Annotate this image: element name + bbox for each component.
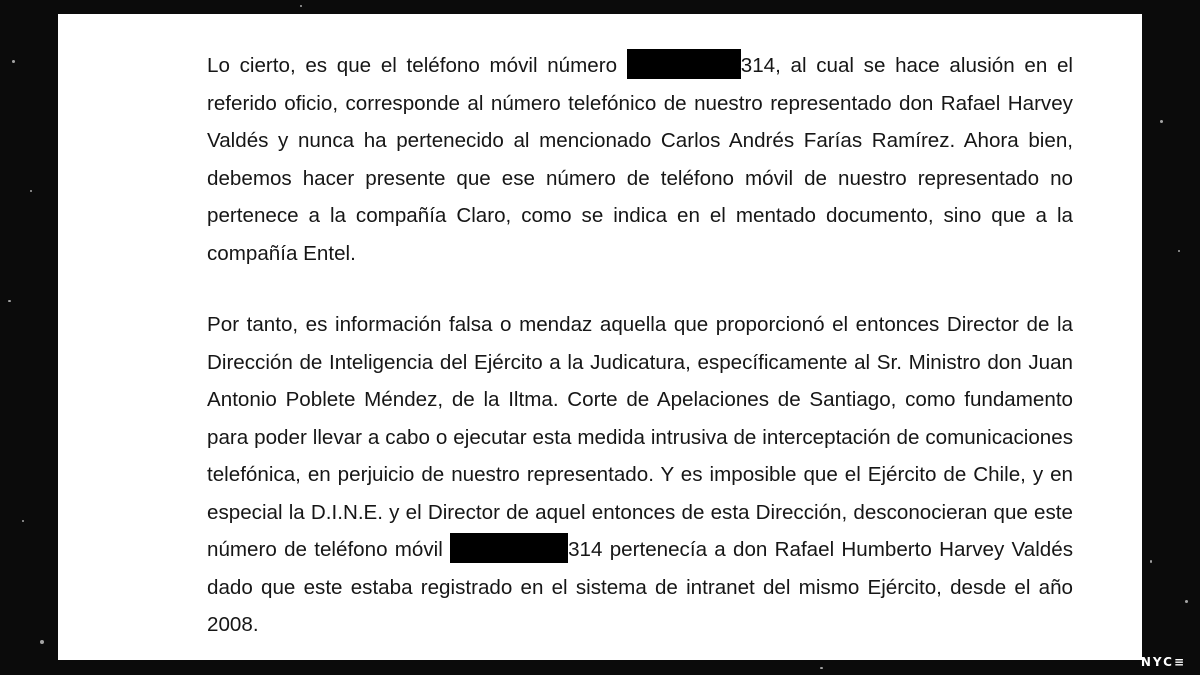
p1-line-1-before: Lo cierto, es que el teléfono móvil número	[207, 54, 627, 77]
p1-line-4: Ahora bien, debemos hacer presente que ese número de teléfono móvil de nuestro	[207, 129, 1079, 190]
p1-line-5: representado no pertenece a la compañía Claro, como se indica en el mentado	[207, 166, 1079, 227]
dust-speck	[8, 300, 11, 302]
p1-line-6: documento, sino que a la compañía Entel.	[207, 204, 1079, 265]
p2-line-4: fundamento para poder llevar a cabo o ejecutar esta medida intrusiva de interceptación	[207, 388, 1079, 449]
dust-speck	[40, 640, 44, 644]
dust-speck	[12, 60, 15, 63]
p2-line-1: Por tanto, es información falsa o mendaz aquella que proporcionó el entonces Director	[207, 313, 1019, 336]
p2-line-2: de la Dirección de Inteligencia del Ejército a la Judicatura, específicamente al Sr. Ministro	[207, 313, 1079, 374]
dust-speck	[1185, 600, 1188, 603]
p2-line-8: a don Rafael Humberto Harvey Valdés dado que este estaba registrado en el sistema de	[207, 538, 1079, 599]
paragraph-2	[207, 306, 1079, 644]
document-page	[58, 14, 1142, 660]
p2-line-5: de comunicaciones telefónica, en perjuicio de nuestro representado. Y es imposible que	[207, 425, 1079, 486]
p1-line-2: referido oficio, corresponde al número telefónico de nuestro representado don Rafael	[207, 91, 1001, 115]
paragraph-1	[207, 47, 1079, 272]
p2-line-9: intranet del mismo Ejército, desde el año 2008.	[207, 575, 1079, 636]
dust-speck	[22, 520, 24, 522]
p2-line-7-before: Dirección, desconocieran que este número de teléfono móvil	[207, 500, 1079, 561]
dust-speck	[1160, 120, 1163, 123]
nyc-watermark-logo: NYC≡	[1140, 655, 1186, 669]
dust-speck	[820, 667, 823, 669]
p2-line-7-after: 314 pertenecía	[568, 538, 708, 561]
p1-line-1-after: 314, al cual se hace alusión en el	[740, 54, 1073, 77]
dust-speck	[1150, 560, 1152, 563]
p2-line-3: don Juan Antonio Poblete Méndez, de la Iltma. Corte de Apelaciones de Santiago, como	[207, 350, 1078, 411]
dust-speck	[1178, 250, 1180, 252]
dust-speck	[300, 5, 302, 7]
p1-line-3: Harvey Valdés y nunca ha pertenecido al mencionado Carlos Andrés Farías Ramírez.	[207, 91, 1079, 152]
dust-speck	[30, 190, 32, 192]
redaction-bar-1	[627, 49, 741, 79]
redaction-bar-2	[450, 533, 568, 563]
p2-line-6: el Ejército de Chile, y en especial la D.I.N.E. y el Director de aquel entonces de esta	[207, 463, 1079, 524]
